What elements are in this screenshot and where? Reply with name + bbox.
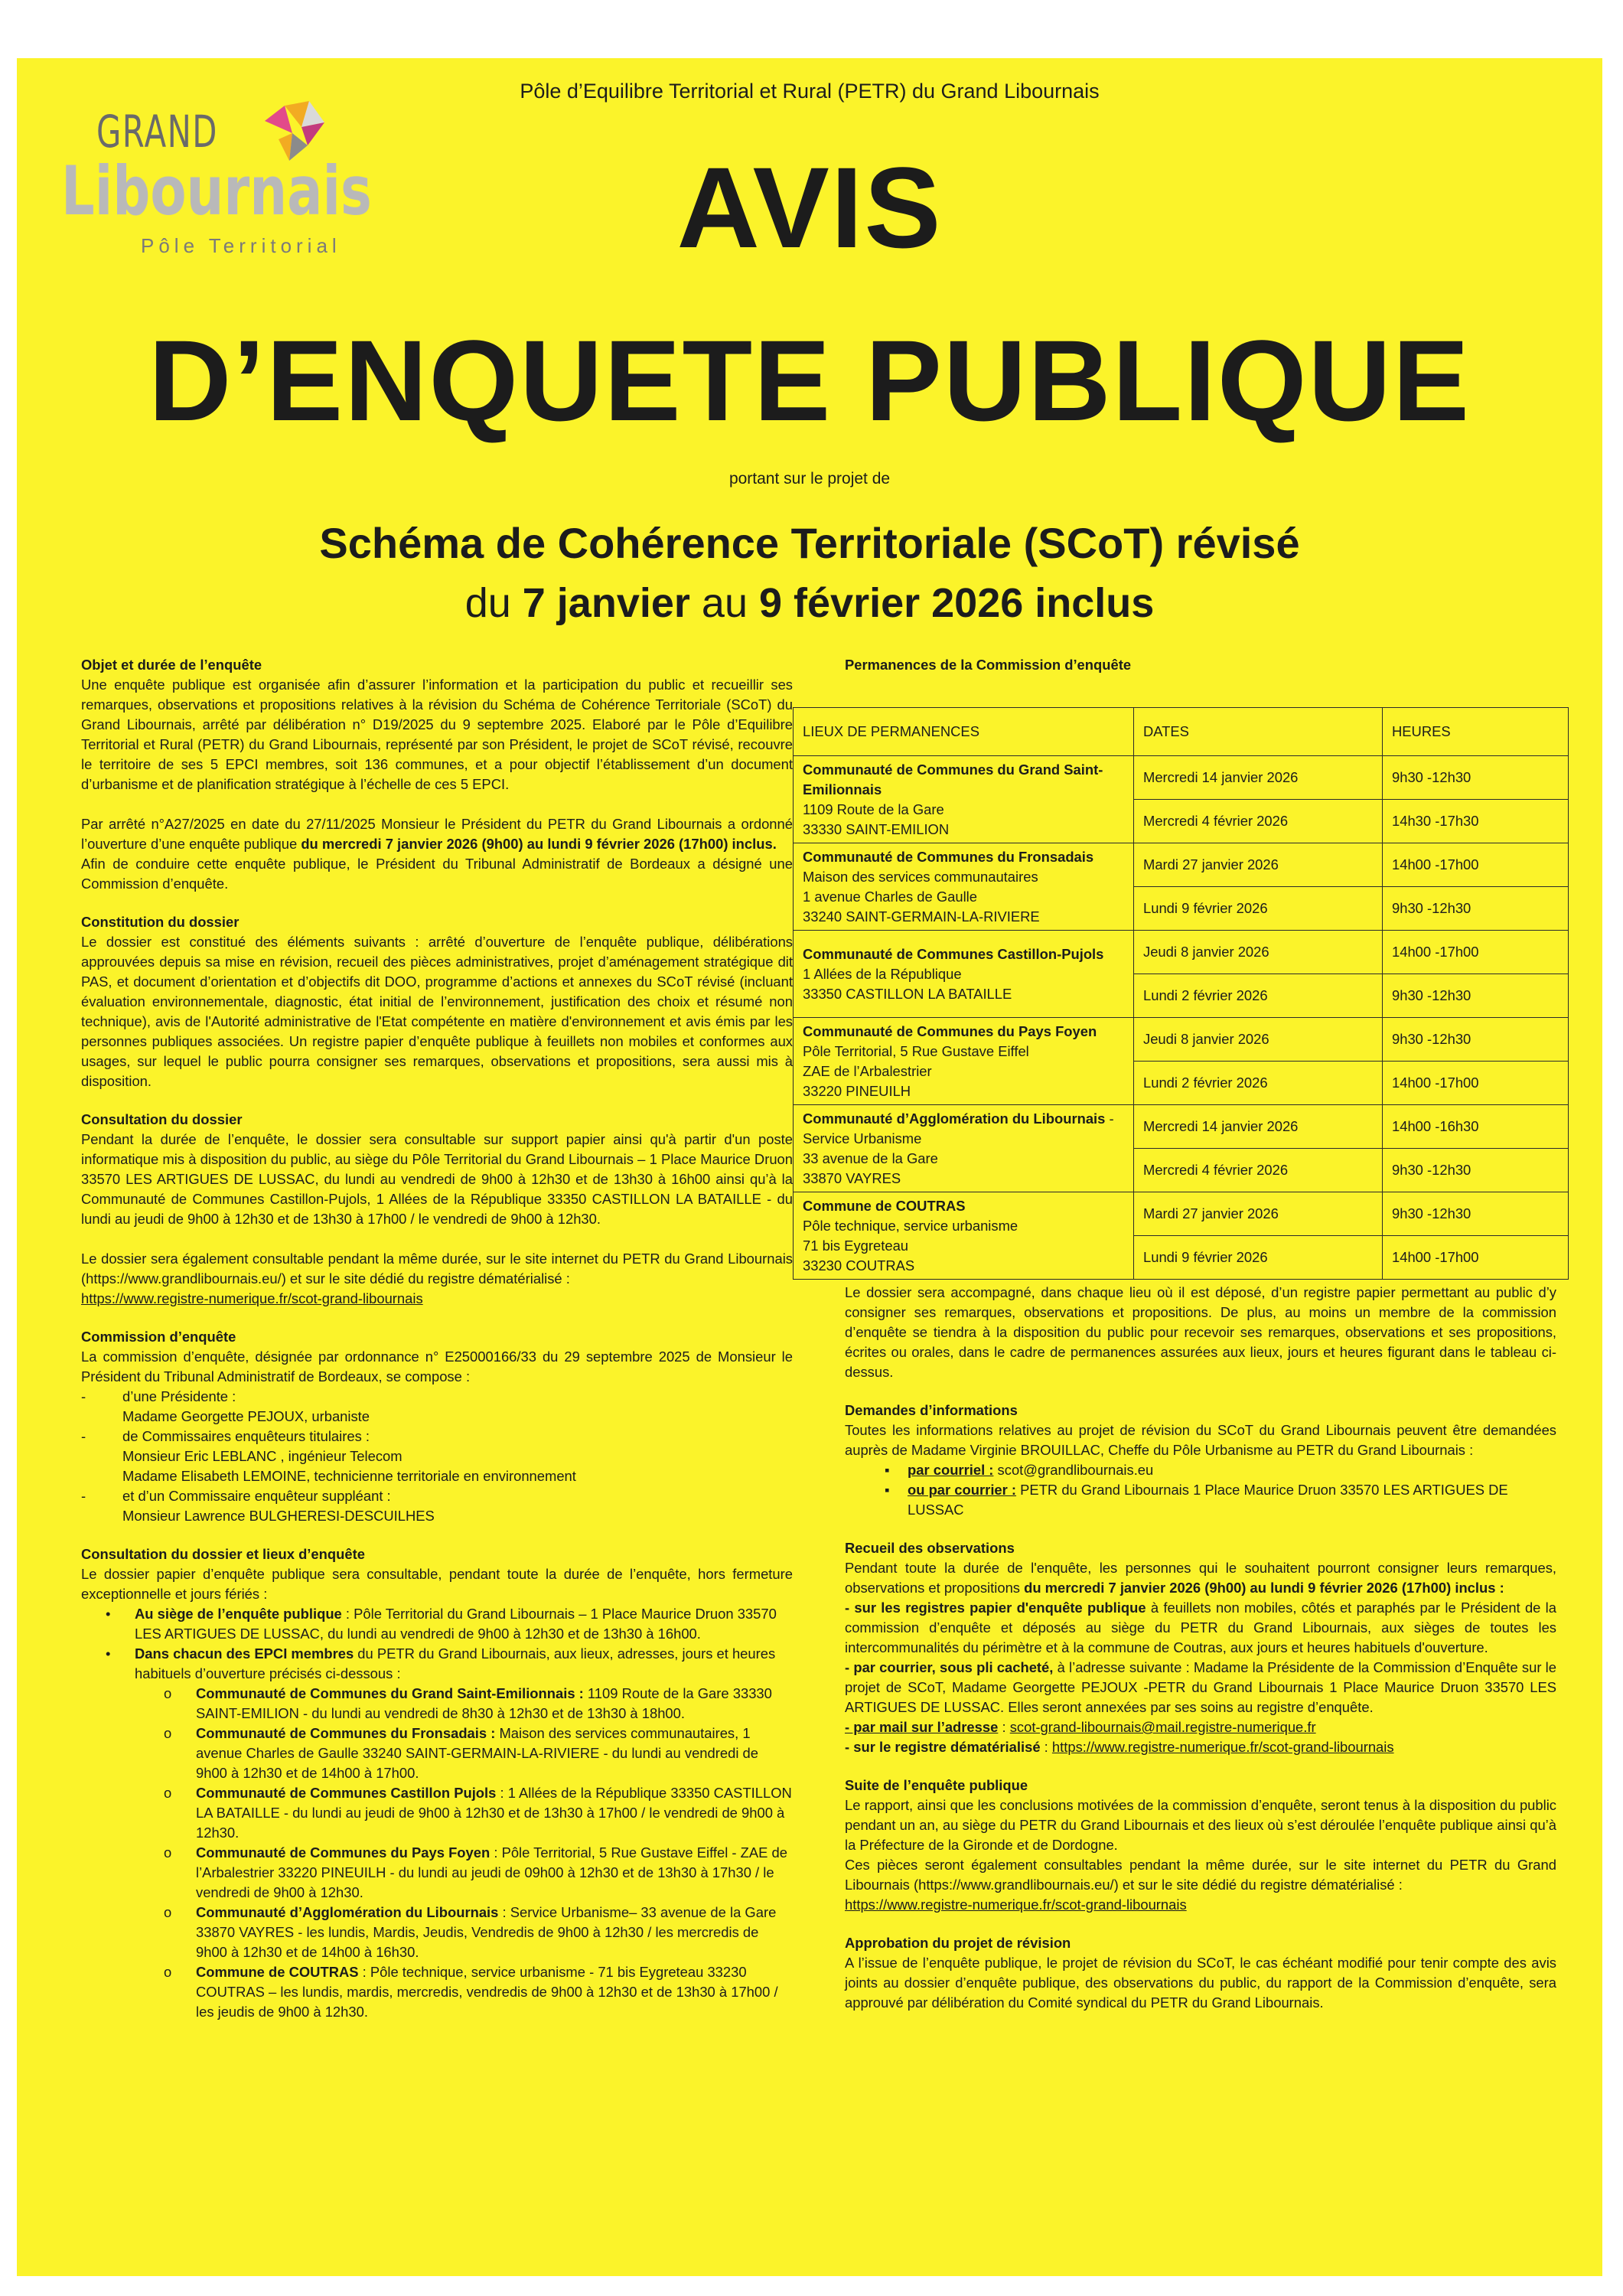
list-item: o Commune de COUTRAS : Pôle technique, service urbanisme - 71 bis Eygreteau 33230 COUTRAS – les lundis, mardis, mercredis, vendredis de 9h00 à 12h30 et de 13h30 à 17h00 / les jeudis de 9h00 à 12h30. xyxy=(164,1964,778,2020)
list-item: • Dans chacun des EPCI membres du PETR du Grand Libournais, aux lieux, adresses, jours et heures habituels d’ouverture précisés ci-dessous : xyxy=(106,1645,776,1681)
recueil-paragraph-5: - sur le registre dématérialisé : https://www.registre-numerique.fr/scot-grand-libournais xyxy=(845,1739,1394,1755)
list-item: ▪ par courriel : scot@grandlibournais.eu xyxy=(885,1462,1154,1478)
table-row xyxy=(794,931,1569,974)
table-cell-date: Jeudi 8 janvier 2026 xyxy=(1134,931,1383,974)
table-header-heures: HEURES xyxy=(1383,708,1569,756)
list-item: - d’une Présidente : Madame Georgette PEJOUX, urbaniste xyxy=(81,1388,370,1424)
objet-paragraph-2: Par arrêté n°A27/2025 en date du 27/11/2025 Monsieur le Président du PETR du Grand Libournais a ordonné l’ouverture d’une enquête publique du mercredi 7 janvier 2026 (9h00) au lundi 9 février 2026 (17h00) inclus. xyxy=(81,816,793,852)
right-column-lower xyxy=(845,1283,1556,2013)
table-cell-time: 14h30 -17h30 xyxy=(1383,800,1569,843)
section-heading-commission: Commission d’enquête xyxy=(81,1329,236,1345)
list-item: ▪ ou par courrier : PETR du Grand Libournais 1 Place Maurice Druon 33570 LES ARTIGUES DE LUSSAC xyxy=(885,1482,1508,1518)
table-header-lieux: LIEUX DE PERMANENCES xyxy=(794,708,1134,756)
section-heading-consultation: Consultation du dossier xyxy=(81,1111,243,1127)
organisation-name: Pôle d’Equilibre Territorial et Rural (PETR) du Grand Libournais xyxy=(520,80,1100,103)
list-item: o Communauté de Communes du Pays Foyen : Pôle Territorial, 5 Rue Gustave Eiffel - ZAE de l’Arbalestrier 33220 PINEUILH - du lundi au jeudi de 09h00 à 12h30 et de 13h30 à 17h30 / le vendredi de 9h00 à 12h30. xyxy=(164,1844,787,1900)
table-row xyxy=(794,1192,1569,1236)
list-item: • Au siège de l’enquête publique : Pôle Territorial du Grand Libournais – 1 Place Maurice Druon 33570 LES ARTIGUES DE LUSSAC, du lundi au vendredi de 9h00 à 12h30 et de 13h30 à 16h00. xyxy=(106,1606,777,1642)
table-cell-date: Mardi 27 janvier 2026 xyxy=(1134,843,1383,887)
constitution-paragraph: Le dossier est constitué des éléments suivants : arrêté d’ouverture de l’enquête publique, délibérations approuvées depuis sa mise en révision, recueil des pièces administratives, projet d’aménagement stratégique dit PAS, et document d’orientation et d’objectifs dit DOO, programme d’actions et annexes du SCoT révisé (incluant évaluation environnementale, diagnostic, état initial de l’environnement, justification des choix et résumé non technique), avis de l'Autorité administrative de l'Etat compétente en matière d'environnement et avis émis par les personnes publiques associées. Un registre papier d’enquête publique à feuillets non mobiles et conformes aux usages, sur lequel le public pourra consigner ses remarques, observations et propositions, sera aussi mis à disposition. xyxy=(81,934,793,1089)
section-heading-permanences: Permanences de la Commission d’enquête xyxy=(845,657,1132,673)
table-cell-lieu: Communauté de Communes du Grand Saint-Emilionnais 1109 Route de la Gare 33330 SAINT-EMILION xyxy=(794,756,1134,843)
table-cell-date: Mercredi 14 janvier 2026 xyxy=(1134,756,1383,800)
list-item: - et d’un Commissaire enquêteur suppléant : Monsieur Lawrence BULGHERESI-DESCUILHES xyxy=(81,1488,435,1524)
table-cell-time: 9h30 -12h30 xyxy=(1383,974,1569,1018)
suite-paragraph-2: Ces pièces seront également consultables pendant la même durée, sur le site internet du PETR du Grand Libournais (https://www.grandlibournais.eu/) et sur le site dédié du registre dématérialisé : xyxy=(845,1857,1556,1893)
table-cell-date: Lundi 2 février 2026 xyxy=(1134,974,1383,1018)
list-item: o Communauté de Communes du Fronsadais : Maison des services communautaires, 1 avenue Charles de Gaulle 33240 SAINT-GERMAIN-LA-RIVIERE - du lundi au vendredi de 9h00 à 12h30 et de 14h00 à 17h00. xyxy=(164,1725,758,1781)
epci-list xyxy=(81,1684,793,2022)
title-avis: AVIS xyxy=(676,143,943,272)
table-cell-date: Mercredi 4 février 2026 xyxy=(1134,800,1383,843)
logo-libournais: Libournais xyxy=(61,152,372,230)
list-item: - de Commissaires enquêteurs titulaires : Monsieur Eric LEBLANC , ingénieur Telecom Madame Elisabeth LEMOINE, technicienne territoriale en environnement xyxy=(81,1428,576,1484)
section-heading-recueil: Recueil des observations xyxy=(845,1540,1015,1556)
lieux-list xyxy=(81,1604,793,1684)
email-link[interactable]: scot@grandlibournais.eu xyxy=(997,1462,1154,1478)
table-row xyxy=(794,1105,1569,1149)
recueil-paragraph-4: - par mail sur l’adresse : scot-grand-libournais@mail.registre-numerique.fr xyxy=(845,1719,1316,1735)
table-cell-date: Jeudi 8 janvier 2026 xyxy=(1134,1018,1383,1062)
table-cell-lieu: Commune de COUTRAS Pôle technique, service urbanisme 71 bis Eygreteau 33230 COUTRAS xyxy=(794,1192,1134,1280)
table-cell-time: 9h30 -12h30 xyxy=(1383,1149,1569,1192)
subtitle: portant sur le projet de xyxy=(728,470,891,488)
table-row xyxy=(794,843,1569,887)
registre-link-3[interactable]: https://www.registre-numerique.fr/scot-grand-libournais xyxy=(845,1896,1187,1913)
permanences-table xyxy=(793,707,1569,1280)
project-title: Schéma de Cohérence Territoriale (SCoT) révisé xyxy=(319,519,1300,567)
table-cell-date: Mardi 27 janvier 2026 xyxy=(1134,1192,1383,1236)
table-cell-time: 9h30 -12h30 xyxy=(1383,887,1569,931)
demandes-paragraph: Toutes les informations relatives au projet de révision du SCoT du Grand Libournais peuvent être demandées auprès de Madame Virginie BROUILLAC, Cheffe du Pôle Urbanisme au PETR du Grand Libournais : xyxy=(845,1422,1556,1458)
registre-link-2[interactable]: https://www.registre-numerique.fr/scot-grand-libournais xyxy=(1051,1739,1394,1755)
recueil-paragraph-1: Pendant toute la durée de l'enquête, les personnes qui le souhaitent pourront consigner leurs remarques, observations et propositions du mercredi 7 janvier 2026 (9h00) au lundi 9 février 2026 (17h00) inclus : xyxy=(845,1560,1556,1596)
commission-paragraph: La commission d’enquête, désignée par ordonnance n° E25000166/33 du 29 septembre 2025 de Monsieur le Président du Tribunal Administratif de Bordeaux, se compose : xyxy=(81,1349,793,1384)
section-heading-suite: Suite de l’enquête publique xyxy=(845,1777,1028,1793)
mail-registre-link[interactable]: scot-grand-libournais@mail.registre-numerique.fr xyxy=(1009,1719,1316,1735)
after-table-paragraph: Le dossier sera accompagné, dans chaque lieu où il est déposé, d’un registre papier permettant au public d’y consigner ses remarques, observations et propositions. De plus, au moins un membre de la commission d’enquête se tiendra à la disposition du public pour recevoir ses remarques, observations et ses propositions, écrites ou orales, dans le cadre de permanences assurées aux lieux, jours et heures figurant dans le tableau ci-dessus. xyxy=(845,1284,1556,1380)
logo-pole-territorial: Pôle Territorial xyxy=(141,234,341,257)
table-cell-date: Mercredi 14 janvier 2026 xyxy=(1134,1105,1383,1149)
list-item: o Communauté de Communes du Grand Saint-Emilionnais : 1109 Route de la Gare 33330 SAINT-EMILION - du lundi au vendredi de 8h30 à 12h30 et de 13h30 à 18h00. xyxy=(164,1685,772,1721)
table-cell-lieu: Communauté de Communes du Pays Foyen Pôle Territorial, 5 Rue Gustave Eiffel ZAE de l’Arbalestrier 33220 PINEUILH xyxy=(794,1018,1134,1105)
title-enquete-publique: D’ENQUETE PUBLIQUE xyxy=(148,316,1471,445)
table-cell-time: 9h30 -12h30 xyxy=(1383,1018,1569,1062)
logo-grand: GRAND xyxy=(96,106,218,158)
table-cell-lieu: Communauté de Communes Castillon-Pujols 1 Allées de la République 33350 CASTILLON LA BATAILLE xyxy=(794,931,1134,1018)
right-column xyxy=(845,655,1556,675)
section-heading-constitution: Constitution du dossier xyxy=(81,914,240,930)
table-cell-lieu: Communauté d’Agglomération du Libournais - Service Urbanisme 33 avenue de la Gare 33870 VAYRES xyxy=(794,1105,1134,1192)
lieux-paragraph: Le dossier papier d’enquête publique sera consultable, pendant toute la durée de l’enquête, hors fermeture exceptionnelle et jours fériés : xyxy=(81,1566,793,1602)
recueil-paragraph-3: - par courrier, sous pli cacheté, à l’adresse suivante : Madame la Présidente de la Commission d’Enquête sur le projet de SCoT, Madame Georgette PEJOUX -PETR du Grand Libournais 1 Place Maurice Druon 33570 LES ARTIGUES DE LUSSAC. Elles seront annexées par ses soins au registre d’enquête. xyxy=(845,1659,1556,1715)
table-row xyxy=(794,756,1569,800)
registre-link[interactable]: https://www.registre-numerique.fr/scot-grand-libournais xyxy=(81,1290,423,1306)
table-cell-date: Lundi 2 février 2026 xyxy=(1134,1062,1383,1105)
table-cell-time: 9h30 -12h30 xyxy=(1383,756,1569,800)
table-cell-date: Lundi 9 février 2026 xyxy=(1134,1236,1383,1280)
table-cell-time: 9h30 -12h30 xyxy=(1383,1192,1569,1236)
table-cell-date: Mercredi 4 février 2026 xyxy=(1134,1149,1383,1192)
table-cell-date: Lundi 9 février 2026 xyxy=(1134,887,1383,931)
list-item: o Communauté d’Agglomération du Libournais : Service Urbanisme– 33 avenue de la Gare 33870 VAYRES - les lundis, Mardis, Jeudis, Vendredis de 9h00 à 12h30 / les mercredis de 9h00 à 12h30 et de 14h00 à 16h30. xyxy=(164,1904,777,1960)
suite-paragraph-1: Le rapport, ainsi que les conclusions motivées de la commission d’enquête, seront tenus à la disposition du public pendant un an, au siège du PETR du Grand Libournais et des lieux où s’est déroulée l’enquête publique ainsi qu’à la Préfecture de la Gironde et de Dordogne. xyxy=(845,1797,1556,1853)
table-cell-time: 14h00 -17h00 xyxy=(1383,1062,1569,1105)
table-cell-time: 14h00 -17h00 xyxy=(1383,843,1569,887)
objet-paragraph-1: Une enquête publique est organisée afin d’assurer l’information et la participation du public et recueillir ses remarques, observations et propositions relatives à la révision du Schéma de Cohérence Territoriale (SCoT) du Grand Libournais, arrêté par délibération n° D19/2025 du 9 septembre 2025. Elaboré par le Pôle d’Equilibre Territorial et Rural (PETR) du Grand Libournais, représenté par son Président, le projet de SCoT révisé, recouvre le territoire de ses 5 EPCI membres, soit 136 communes, et a pour objectif l’établissement d’un document d’urbanisme et de planification stratégique à l’échelle de ces 5 EPCI. xyxy=(81,677,793,792)
approbation-paragraph: A l’issue de l’enquête publique, le projet de révision du SCoT, le cas échéant modifié pour tenir compte des avis joints au dossier d’enquête publique, des observations du public, du rapport de la Commission d’enquête, sera approuvé par délibération du Comité syndical du PETR du Grand Libournais. xyxy=(845,1955,1556,2011)
section-heading-approbation: Approbation du projet de révision xyxy=(845,1935,1071,1951)
recueil-paragraph-2: - sur les registres papier d'enquête publique à feuillets non mobiles, côtés et paraphés par le Président de la commission d’enquête et déposés au siège du PETR du Grand Libournais, aux sièges de toutes les intercommunalités du périmètre et à la commune de Coutras, aux jours et heures habituels d'ouverture. xyxy=(845,1600,1556,1655)
table-cell-time: 14h00 -17h00 xyxy=(1383,1236,1569,1280)
table-cell-time: 14h00 -16h30 xyxy=(1383,1105,1569,1149)
table-header-dates: DATES xyxy=(1134,708,1383,756)
enquiry-dates: du 7 janvier au 9 février 2026 inclus xyxy=(464,580,1155,626)
table-cell-lieu: Communauté de Communes du Fronsadais Maison des services communautaires 1 avenue Charles de Gaulle 33240 SAINT-GERMAIN-LA-RIVIERE xyxy=(794,843,1134,931)
list-item: o Communauté de Communes Castillon Pujols : 1 Allées de la République 33350 CASTILLON LA BATAILLE - du lundi au jeudi de 9h00 à 12h30 et de 13h30 à 17h00 / le vendredi de 9h00 à 12h30. xyxy=(164,1785,792,1841)
contact-list xyxy=(845,1460,1556,1520)
consultation-paragraph-2: Le dossier sera également consultable pendant la même durée, sur le site internet du PETR du Grand Libournais (https://www.grandlibournais.eu/) et sur le site dédié du registre dématérialisé : xyxy=(81,1251,793,1287)
consultation-paragraph-1: Pendant la durée de l’enquête, le dossier sera consultable sur support papier ainsi qu'à partir d'un poste informatique mis à disposition du public, au siège du Pôle Territorial du Grand Libournais – 1 Place Maurice Druon 33570 LES ARTIGUES DE LUSSAC, du lundi au vendredi de 9h00 à 12h30 et de 13h30 à 16h00 ainsi qu’à la Communauté de Communes Castillon-Pujols, 1 Allées de la République 33350 CASTILLON LA BATAILLE - du lundi au jeudi de 9h00 à 12h30 et de 13h30 à 17h00 / le vendredi de 9h00 à 12h30. xyxy=(81,1131,793,1227)
table-row xyxy=(794,1018,1569,1062)
section-heading-objet: Objet et durée de l’enquête xyxy=(81,657,262,673)
section-heading-lieux: Consultation du dossier et lieux d’enquête xyxy=(81,1546,365,1562)
notice-poster xyxy=(17,58,1602,2276)
table-cell-time: 14h00 -17h00 xyxy=(1383,931,1569,974)
section-heading-demandes: Demandes d’informations xyxy=(845,1402,1018,1418)
left-column xyxy=(81,655,793,2022)
commission-member-list xyxy=(81,1387,793,1526)
objet-paragraph-3: Afin de conduire cette enquête publique, le Président du Tribunal Administratif de Bordeaux a désigné une Commission d’enquête. xyxy=(81,856,793,892)
